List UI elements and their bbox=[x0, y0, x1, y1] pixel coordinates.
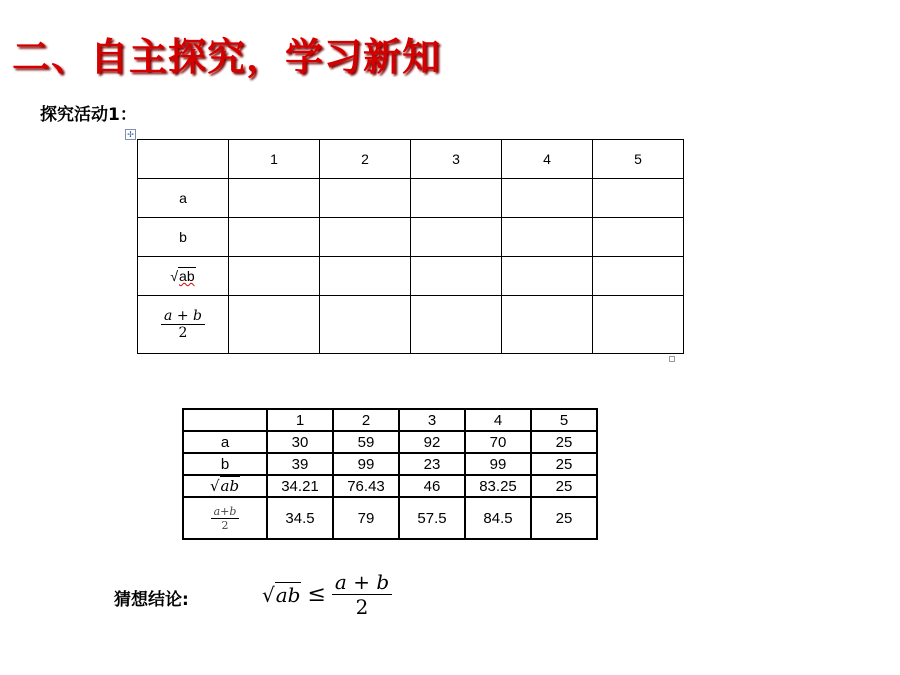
conclusion-formula bbox=[262, 570, 392, 619]
cell-value: 25 bbox=[531, 497, 597, 539]
conclusion-label: 猜想结论: bbox=[114, 590, 189, 610]
table-resize-handle[interactable] bbox=[669, 356, 675, 362]
row-label-a: a bbox=[138, 179, 229, 218]
table-header-row bbox=[138, 140, 684, 179]
cell-value: 59 bbox=[333, 431, 399, 453]
empty-cell[interactable] bbox=[593, 179, 684, 218]
header-cell: 2 bbox=[320, 140, 411, 179]
row-label-sqrt-ab: √ab bbox=[183, 475, 267, 497]
empty-cell[interactable] bbox=[229, 257, 320, 296]
header-cell bbox=[183, 409, 267, 431]
table-row bbox=[183, 475, 597, 497]
header-cell: 2 bbox=[333, 409, 399, 431]
row-label-b: b bbox=[183, 453, 267, 475]
formula-fraction: $\frac{a + b}{2}$ bbox=[332, 570, 392, 619]
page-title: 二、自主探究，学习新知 bbox=[12, 35, 442, 79]
empty-cell[interactable] bbox=[411, 296, 502, 354]
header-cell: 4 bbox=[465, 409, 531, 431]
empty-cell[interactable] bbox=[593, 257, 684, 296]
cell-value: 39 bbox=[267, 453, 333, 475]
cell-value: 25 bbox=[531, 475, 597, 497]
table-row bbox=[138, 218, 684, 257]
row-label-sqrt-ab: √ab bbox=[138, 257, 229, 296]
empty-cell[interactable] bbox=[502, 218, 593, 257]
activity-label: 探究活动1： bbox=[40, 105, 137, 125]
cell-value: 99 bbox=[465, 453, 531, 475]
formula-sqrt-ab: √ab bbox=[262, 582, 301, 607]
table-move-handle-icon[interactable]: ✢ bbox=[125, 129, 136, 140]
table-row bbox=[183, 453, 597, 475]
cell-value: 84.5 bbox=[465, 497, 531, 539]
row-label-a: a bbox=[183, 431, 267, 453]
header-cell bbox=[138, 140, 229, 179]
cell-value: 79 bbox=[333, 497, 399, 539]
row-label-b: b bbox=[138, 218, 229, 257]
header-cell: 5 bbox=[593, 140, 684, 179]
cell-value: 25 bbox=[531, 453, 597, 475]
cell-value: 23 bbox=[399, 453, 465, 475]
cell-value: 83.25 bbox=[465, 475, 531, 497]
empty-cell[interactable] bbox=[320, 179, 411, 218]
empty-cell[interactable] bbox=[320, 257, 411, 296]
table-row bbox=[138, 257, 684, 296]
empty-cell[interactable] bbox=[593, 296, 684, 354]
header-cell: 4 bbox=[502, 140, 593, 179]
cell-value: 34.21 bbox=[267, 475, 333, 497]
header-cell: 3 bbox=[399, 409, 465, 431]
empty-cell[interactable] bbox=[411, 179, 502, 218]
filled-table bbox=[182, 408, 598, 540]
table-row bbox=[138, 179, 684, 218]
row-label-mean: $\frac{a+b}{2}$ bbox=[183, 497, 267, 539]
empty-cell[interactable] bbox=[229, 218, 320, 257]
cell-value: 46 bbox=[399, 475, 465, 497]
cell-value: 30 bbox=[267, 431, 333, 453]
header-cell: 1 bbox=[267, 409, 333, 431]
cell-value: 70 bbox=[465, 431, 531, 453]
cell-value: 99 bbox=[333, 453, 399, 475]
empty-cell[interactable] bbox=[320, 218, 411, 257]
empty-cell[interactable] bbox=[411, 257, 502, 296]
header-cell: 3 bbox=[411, 140, 502, 179]
cell-value: 92 bbox=[399, 431, 465, 453]
empty-cell[interactable] bbox=[411, 218, 502, 257]
table-row bbox=[183, 431, 597, 453]
empty-cell[interactable] bbox=[320, 296, 411, 354]
empty-cell[interactable] bbox=[502, 296, 593, 354]
blank-table bbox=[137, 139, 684, 354]
empty-cell[interactable] bbox=[229, 296, 320, 354]
table-header-row bbox=[183, 409, 597, 431]
cell-value: 34.5 bbox=[267, 497, 333, 539]
cell-value: 25 bbox=[531, 431, 597, 453]
cell-value: 57.5 bbox=[399, 497, 465, 539]
empty-cell[interactable] bbox=[502, 257, 593, 296]
formula-le-sign: ≤ bbox=[307, 582, 326, 607]
cell-value: 76.43 bbox=[333, 475, 399, 497]
row-label-mean: $\frac{a + b}{2}$ bbox=[138, 296, 229, 354]
empty-cell[interactable] bbox=[229, 179, 320, 218]
table-row bbox=[183, 497, 597, 539]
empty-cell[interactable] bbox=[502, 179, 593, 218]
table-row bbox=[138, 296, 684, 354]
header-cell: 5 bbox=[531, 409, 597, 431]
header-cell: 1 bbox=[229, 140, 320, 179]
empty-cell[interactable] bbox=[593, 218, 684, 257]
